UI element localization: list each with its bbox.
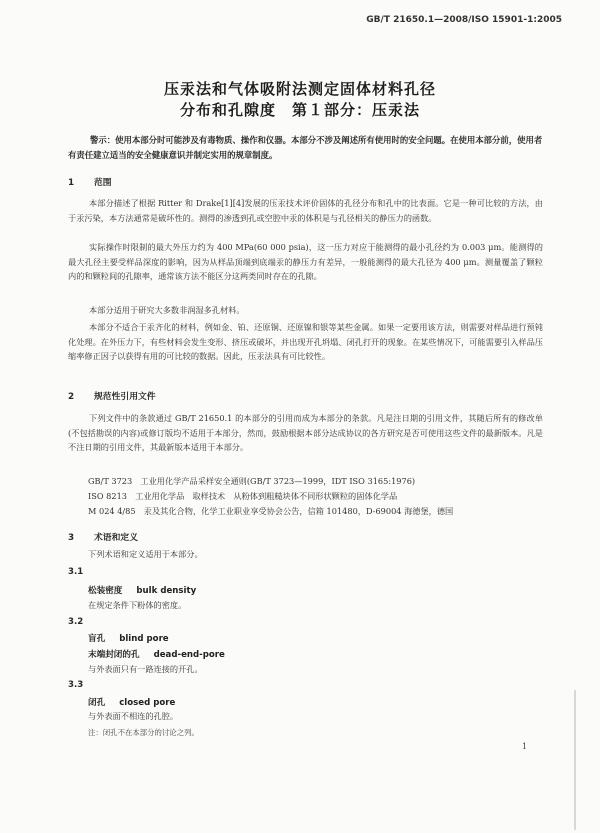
term-en: closed pore — [119, 698, 176, 708]
term-definition: 与外表面只有一路连接的开孔。 — [88, 664, 203, 674]
term-entry — [88, 632, 169, 644]
section-3-number: 3 — [68, 533, 75, 543]
title-line-2: 分布和孔隙度 第１部分：压汞法 — [179, 101, 420, 119]
reference-item: ISO 8213 工业用化学品 取样技术 从粉体到粗糙块体不同形状颗粒的固体化学品 — [88, 491, 398, 501]
clause-number: 3.1 — [68, 567, 84, 577]
section-2-intro: 下列文件中的条款通过 GB/T 21650.1 的本部分的引用而成为本部分的条款。凡是注日期的引用文件，其随后所有的修改单(不包括勘误的内容)或修订版均不适用于本部分，然而，鼓励根据本部分达成协议的各方研究是否可使用这些文件的最新版本。凡是不注日期的引用文件，其最新版本适用于本部分。 — [68, 413, 543, 452]
standard-code: GB/T 21650.1—2008/ISO 15901-1:2005 — [366, 15, 562, 25]
clause-number: 3.3 — [68, 680, 84, 690]
page-number: 1 — [522, 742, 528, 751]
term-zh: 末端封闭的孔 — [88, 650, 140, 660]
section-1-paragraph: 本部分不适合于汞齐化的材料，例如金、铂、还原铜、还原镍和银等某些金属。如果一定要用该方法，则需要对样品进行预钝化处理。在外压力下，有些材料会发生变形、挤压或破坏，并出现开孔坍塌、闭孔打开的现象。在某些情况下，可能需要引入样品压缩率修正因子以获得有用的可比较的数据。因此，压汞法具有可比较性。 — [68, 322, 543, 361]
section-1-paragraph: 本部分适用于研究大多数非润湿多孔材料。 — [89, 305, 245, 315]
reference-item: M 024 4/85 汞及其化合物，化学工业职业享受协会公告，信箱 101480，D-69004 海德堡，德国 — [88, 506, 454, 516]
section-1-paragraph: 本部分描述了根据 Ritter 和 Drake[1][4]发展的压汞技术评价固体的孔径分布和孔中的比表面。它是一种可比较的方法，由于汞污染，本方法通常是破坏性的。测得的渗透到孔或空腔中汞的体积是与孔径相关的静压力的函数。 — [68, 198, 543, 223]
term-definition: 与外表面不相连的孔腔。 — [88, 711, 179, 721]
term-en: blind pore — [119, 634, 169, 644]
term-definition: 在规定条件下粉体的密度。 — [88, 600, 187, 610]
section-1-title: 范围 — [94, 178, 112, 188]
section-2-heading — [68, 389, 156, 402]
section-2-title: 规范性引用文件 — [94, 392, 156, 402]
clause-number: 3.2 — [68, 617, 84, 627]
term-en: dead-end-pore — [153, 650, 225, 660]
term-en: bulk density — [136, 586, 197, 596]
section-3-title: 术语和定义 — [94, 533, 138, 543]
term-zh: 盲孔 — [88, 634, 106, 644]
section-1-paragraph: 实际操作时限制的最大外压力约为 400 MPa(60 000 psia)，这一压力对应于能测得的最小孔径约为 0.003 μm。能测得的最大孔径主要受样品深度的影响，因为从样品顶端到底端汞的静压力有差异，一般能测得的最大孔径为 400 μm。测量覆盖了颗粒内的和颗粒间的孔隙率，通常该方法不能区分这两类同时存在的孔隙。 — [68, 242, 543, 281]
title-line-1: 压汞法和气体吸附法测定固体材料孔径 — [163, 80, 436, 98]
term-zh: 松装密度 — [88, 586, 123, 596]
section-3-heading — [68, 530, 138, 543]
reference-item: GB/T 3723 工业用化学产品采样安全通则(GB/T 3723—1999，IDT ISO 3165:1976) — [88, 476, 416, 486]
scan-edge-shadow — [574, 690, 576, 830]
term-zh: 闭孔 — [88, 698, 106, 708]
section-1-number: 1 — [68, 178, 75, 188]
section-3-intro: 下列术语和定义适用于本部分。 — [88, 549, 203, 559]
warning-notice: 警示：使用本部分时可能涉及有毒物质、操作和仪器。本部分不涉及阐述所有使用时的安全问题。在使用本部分前，使用者有责任建立适当的安全健康意识并制定实用的规章制度。 — [68, 135, 543, 160]
section-1-heading — [68, 175, 112, 188]
term-entry-synonym — [88, 648, 225, 660]
term-note: 注：闭孔不在本部分的讨论之列。 — [88, 728, 199, 737]
term-entry — [88, 584, 196, 596]
section-2-number: 2 — [68, 392, 75, 402]
term-entry — [88, 696, 175, 708]
